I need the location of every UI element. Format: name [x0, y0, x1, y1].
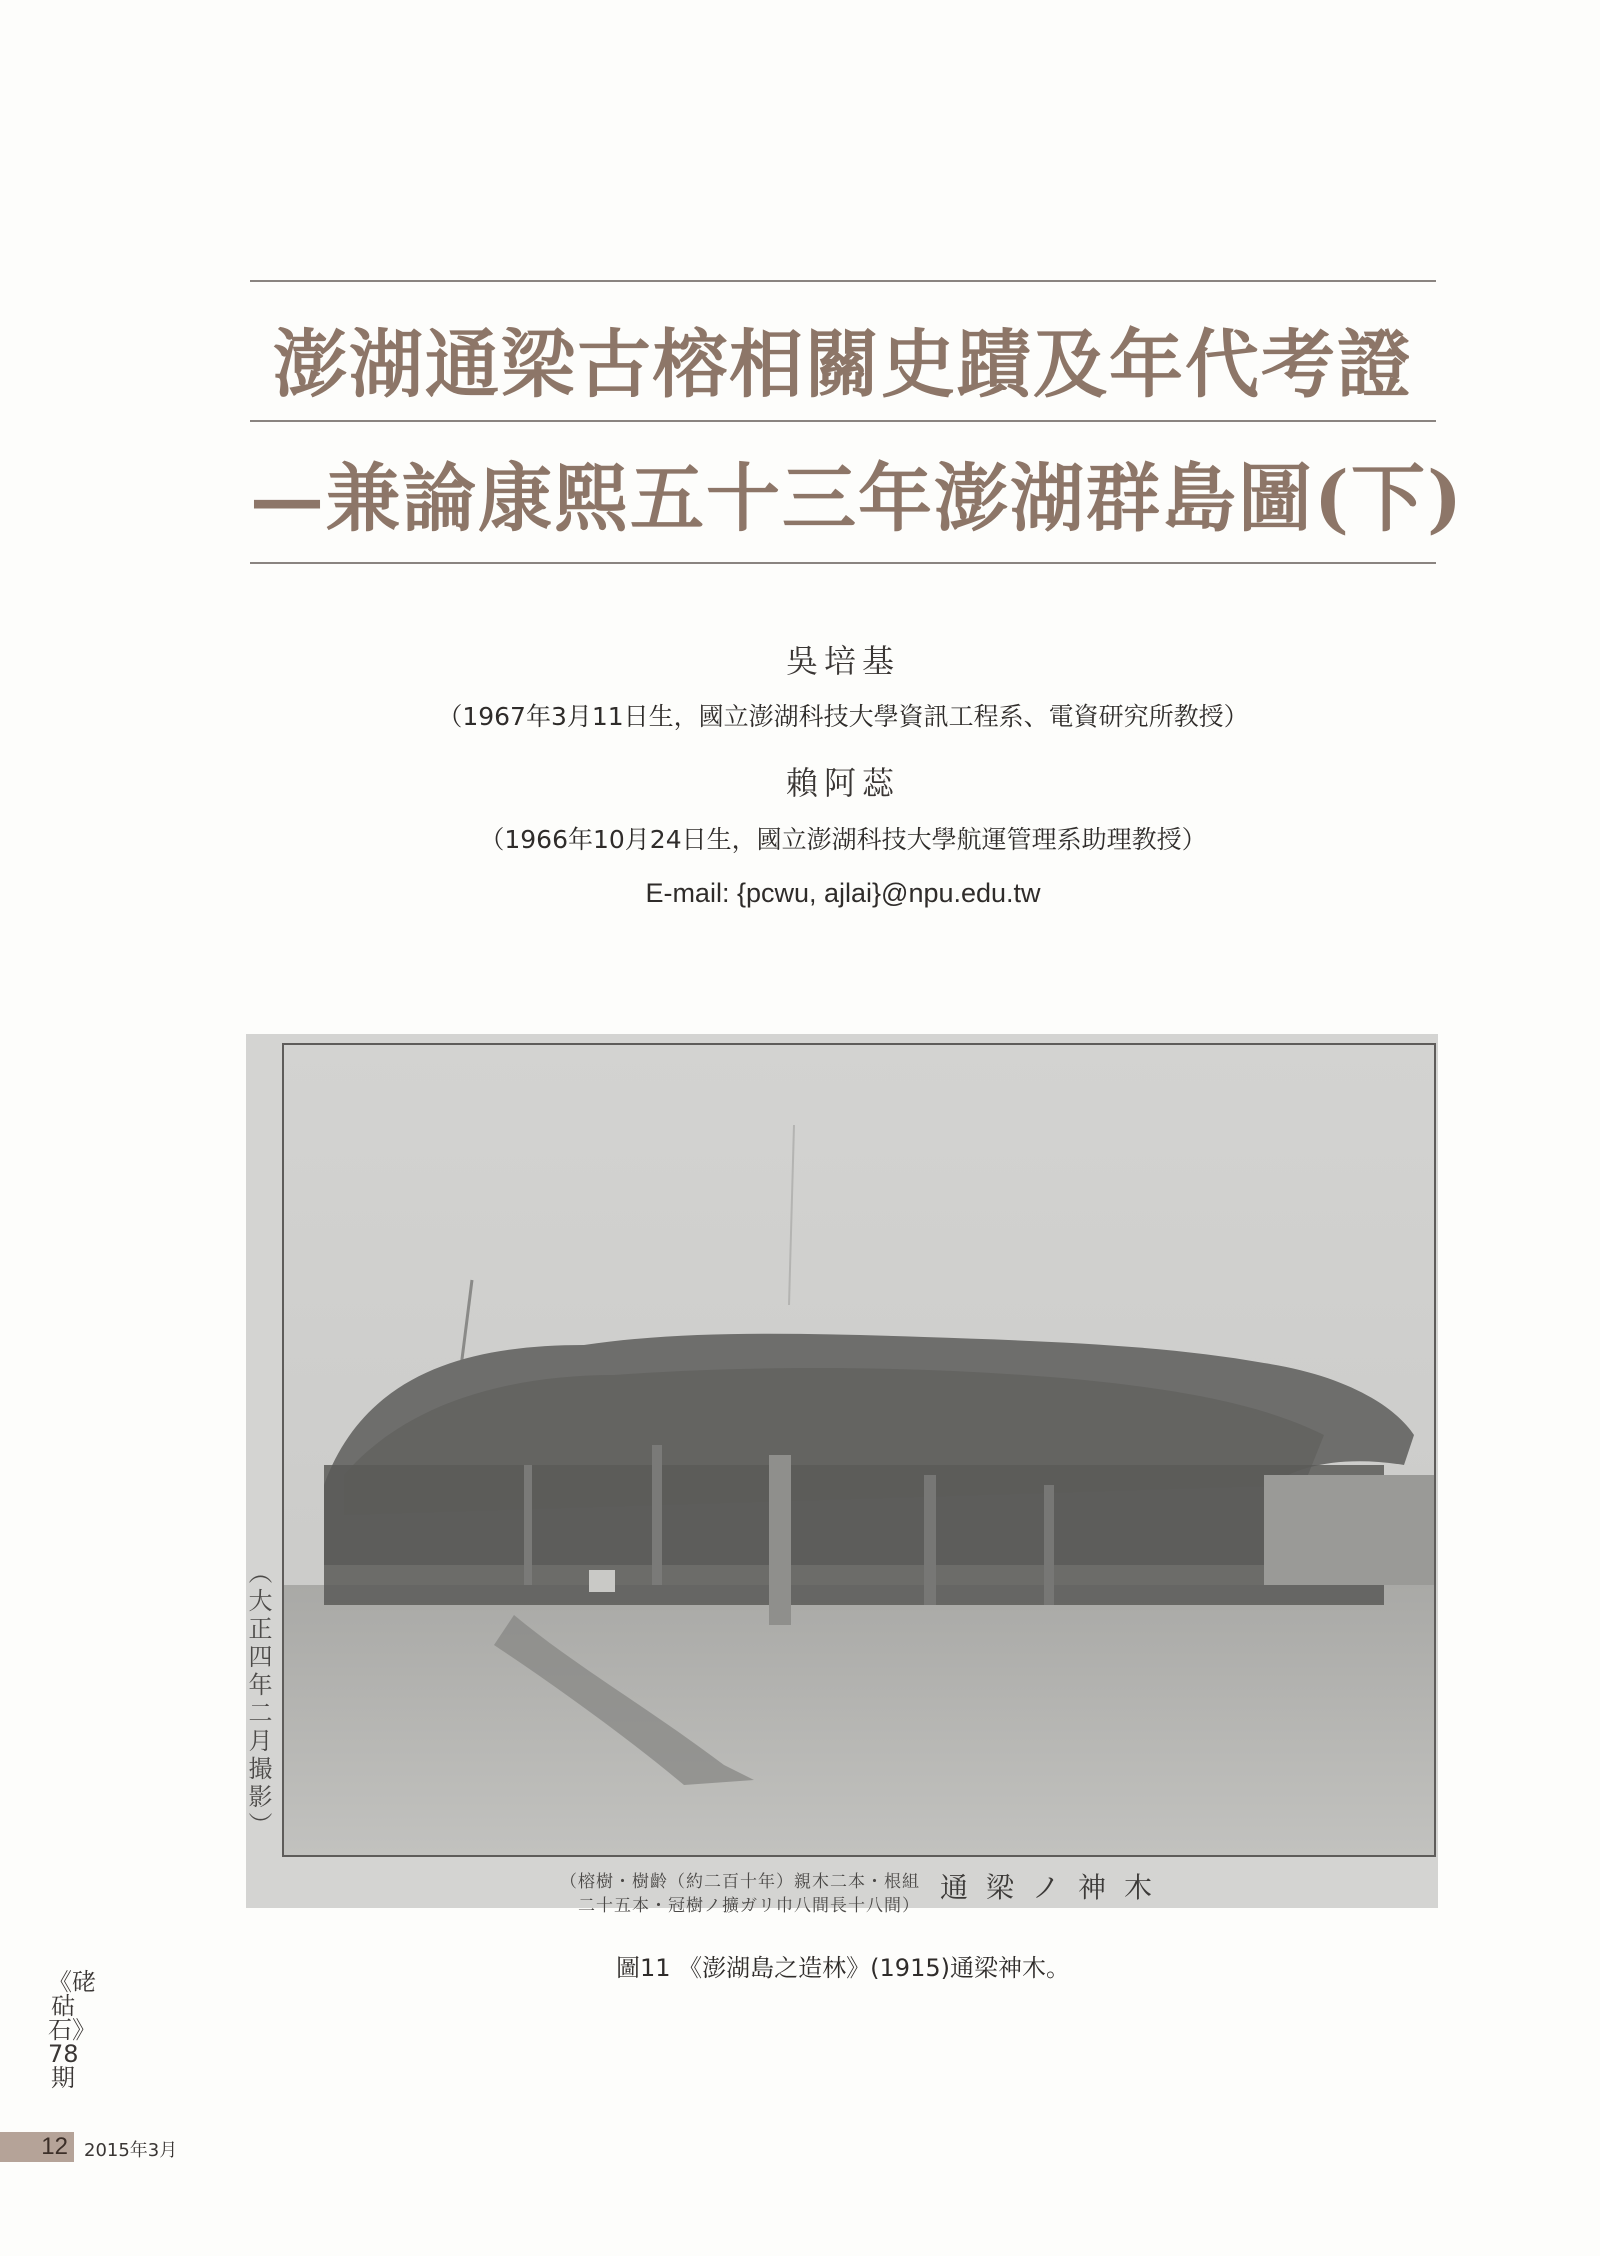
issue-date: 2015年3月 [84, 2140, 178, 2161]
title-top-rule [250, 280, 1436, 282]
article-title-line1: 澎湖通梁古榕相關史蹟及年代考證 [273, 322, 1413, 408]
figure-caption: 圖11 《澎湖島之造林》(1915)通梁神木。 [616, 1954, 1070, 1982]
banyan-tree-photo-image [284, 1045, 1434, 1855]
author-email: E-mail: {pcwu, ajlai}@npu.edu.tw [645, 878, 1041, 908]
photo-date-side-caption: （大正四年二月撮影） [244, 1560, 272, 1840]
title-middle-rule [250, 420, 1436, 422]
author-affiliation-2: （1966年10月24日生，國立澎湖科技大學航運管理系助理教授） [479, 825, 1207, 854]
photo-bottom-note [520, 1870, 920, 1918]
author-name-2: 賴阿蕊 [785, 764, 900, 802]
article-title-line2: —兼論康熙五十三年澎湖群島圖(下) [250, 456, 1465, 542]
author-name-1: 吳培基 [785, 642, 900, 680]
author-affiliation-1: （1967年3月11日生，國立澎湖科技大學資訊工程系、電資研究所教授） [437, 702, 1249, 731]
photo-bottom-note-line2: 二十五本・冠樹ノ擴ガリ巾八間長十八間） [578, 1896, 920, 1916]
historic-photo-banyan-tree [282, 1043, 1436, 1857]
photo-bottom-note-line1: （榕樹・樹齡（約二百十年）親木二本・根組 [560, 1872, 920, 1892]
photo-bottom-caption: 通梁ノ神木 [940, 1871, 1171, 1904]
page-number: 12 [0, 2132, 74, 2162]
journal-name-vertical: 《硓𥑮石》78期 [48, 1968, 96, 2092]
title-bottom-rule [250, 562, 1436, 564]
